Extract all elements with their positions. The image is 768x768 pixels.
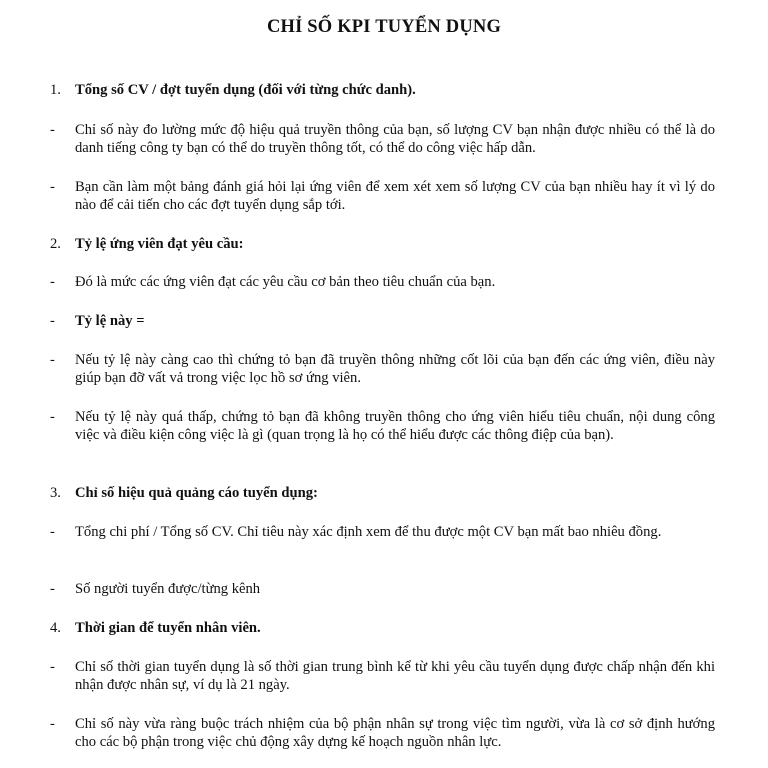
bullet-dash: - xyxy=(50,179,55,195)
list-number: 3. xyxy=(50,485,61,501)
heading-text: Tỷ lệ ứng viên đạt yêu cầu: xyxy=(75,236,244,252)
bullet-text: Tỷ lệ này = xyxy=(75,313,145,329)
heading-text: Thời gian để tuyển nhân viên. xyxy=(75,620,261,636)
bullet-dash: - xyxy=(50,716,55,732)
heading-text: Chỉ số hiệu quả quảng cáo tuyển dụng: xyxy=(75,485,318,501)
bullet-text: Chỉ số thời gian tuyển dụng là số thời gian trung bình kể từ khi yêu cầu tuyển dụng được chấp nhận đến khi nhận được nhân sự, ví dụ là 21 ngày. xyxy=(75,659,715,693)
bullet-dash: - xyxy=(50,581,55,597)
heading-text: Tổng số CV / đợt tuyển dụng (đối với từng chức danh). xyxy=(75,82,416,98)
bullet-dash: - xyxy=(50,659,55,675)
bullet-text: Đó là mức các ứng viên đạt các yêu cầu cơ bản theo tiêu chuẩn của bạn. xyxy=(75,274,496,290)
bullet-dash: - xyxy=(50,409,55,425)
bullet-dash: - xyxy=(50,313,55,329)
document-title: CHỈ SỐ KPI TUYỂN DỤNG xyxy=(266,17,502,37)
bullet-dash: - xyxy=(50,352,55,368)
bullet-text: Tổng chi phí / Tổng số CV. Chỉ tiêu này xác định xem để thu được một CV bạn mất bao nhiêu đồng. xyxy=(75,524,662,540)
list-number: 2. xyxy=(50,236,61,252)
bullet-text: Nếu tỷ lệ này quá thấp, chứng tỏ bạn đã không truyền thông cho ứng viên hiểu tiêu chuẩn, nội dung công việc và điều kiện công việc là gì (quan trọng là họ có thể hiểu được các thông điệp của bạn). xyxy=(75,409,715,443)
bullet-dash: - xyxy=(50,524,55,540)
bullet-text: Bạn cần làm một bảng đánh giá hỏi lại ứng viên để xem xét xem số lượng CV của bạn nhiều hay ít vì lý do nào để cải tiến cho các đợt tuyển dụng sắp tới. xyxy=(75,179,715,213)
bullet-dash: - xyxy=(50,122,55,138)
bullet-text: Chỉ số này đo lường mức độ hiệu quả truyền thông của bạn, số lượng CV bạn nhận được nhiều có thể là do danh tiếng công ty bạn có thể do truyền thông tốt, có thể do công việc hấp dẫn. xyxy=(75,122,715,156)
list-number: 4. xyxy=(50,620,61,636)
list-number: 1. xyxy=(50,82,61,98)
bullet-text: Số người tuyển được/từng kênh xyxy=(75,581,261,597)
bullet-text: Nếu tỷ lệ này càng cao thì chứng tỏ bạn đã truyền thông những cốt lõi của bạn đến các ứng viên, điều này giúp bạn đỡ vất vả trong việc lọc hồ sơ ứng viên. xyxy=(75,352,715,386)
bullet-text: Chỉ số này vừa ràng buộc trách nhiệm của bộ phận nhân sự trong việc tìm người, vừa là cơ sở định hướng cho các bộ phận trong việc chủ động xây dựng kế hoạch nguồn nhân lực. xyxy=(75,716,715,750)
bullet-dash: - xyxy=(50,274,55,290)
